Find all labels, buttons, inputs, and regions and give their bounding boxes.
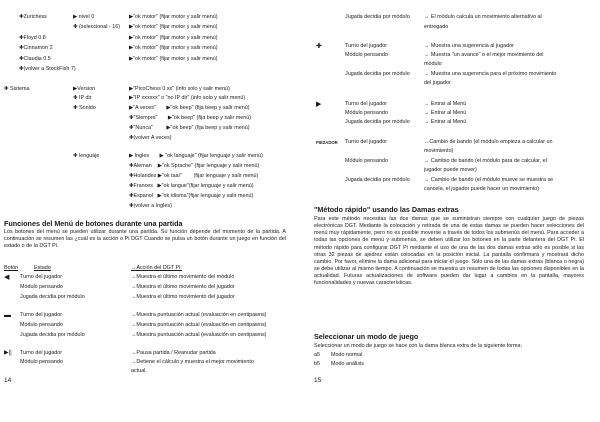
version-option: ▶"PicoChess 0.xx" (info solo y salir menú) xyxy=(129,86,230,92)
table-accion: →Cambio de bando (el módulo empieza a calcular un xyxy=(424,139,553,145)
table-estado: Módulo pensando xyxy=(20,322,63,328)
system-label: ✚ Sistema xyxy=(4,86,30,92)
mode-title: Seleccionar un modo de juego xyxy=(314,332,419,341)
table-accion: → Cambio de bando (el módulo mueve se muestra se xyxy=(424,177,554,183)
rapid-method-title: "Método rápido" usando las Damas extras xyxy=(314,205,459,214)
table-estado: Módulo pensando xyxy=(345,158,388,164)
table-accion: → Entrar al Menú xyxy=(424,119,467,125)
sound-option: ✚"Nunca" ▶"ok beep" (fija beep y salir menú) xyxy=(129,125,250,131)
table-accion: módulo xyxy=(424,61,442,67)
functions-title: Funciones del Menú de botones durante una partida xyxy=(4,219,183,228)
table-accion: →Muestra el último movimiento del módulo xyxy=(131,274,235,280)
table-accion: → El módulo calcula un movimiento alternativo al xyxy=(424,14,542,20)
table-estado: Turno del jugador xyxy=(20,312,63,318)
table-accion: →Detiene el cálculo y muestra el mejor movimiento xyxy=(131,359,254,365)
version-item: ▶Version xyxy=(73,86,96,92)
engine-action: ▶"ok motor" (fijar motor y salir menú) xyxy=(129,14,218,20)
ip-option: ▶"IP xxxxxx" o "no IP dir" (info solo y salir menú) xyxy=(129,95,246,101)
table-estado: Turno del jugador xyxy=(20,274,63,280)
table-accion: entregado xyxy=(424,24,449,30)
sound-option: ✚(volver A veces) xyxy=(129,135,172,141)
table-estado: Jugada decidia por módulo xyxy=(20,294,85,300)
table-estado: Jugada decidia por módulo xyxy=(345,14,410,20)
functions-paragraph: Los botones del menú se pueden utilizar durante una partida. Su función depende del momento de la partida. A continuación se resumen las ¿cuál es la acción o Pi DGT Cuando se pulsa un botón durante un juego en función del estado o de la DGT Pi. xyxy=(4,229,286,250)
engine-name: ✚Floyd 0.8 xyxy=(19,35,46,41)
table-accion: cancela, el jugador puede hacer un movimiento) xyxy=(424,186,540,192)
sound-option: ✚"Siempre" ▶"ok beep" (fija beep y salir menú) xyxy=(129,115,252,121)
table-estado: Turno del jugador xyxy=(345,101,388,107)
rapid-method-paragraph: Para este método necesitas las dos damas que se suministran siempre con cualquier juego de piezas electrónicas DGT. Mediante la colocación y retirada de una de estas damas se pueden hacer selecciones del menú muy rápidamente, pero no es posible moverse a través de todos los submenús del menú. Para acceder a todas las opciones de menú y submenús, se deben utilizar los botones en la parte delantera del DGT Pi. El método rápido para configurar DGT Pi mediante el uso de una de las dos damas extras sólo es posible si las otras 32 piezas de ajedrez están colocadas en la posición inicial. La pantalla confirmará y mostrará dicho cambio. Por favor, elimine la dama adicional para iniciar el juego. Sólo una de las damas extras (blanca o negra) se debe utilizar al mismo tiempo. A continuación se muestra un resumen de todas las opciones disponibles en la actualidad. Futuras actualizaciones de software pueden dar lugar a cambios en la pantalla, mayores funcionalidades y nuevas características. xyxy=(314,216,584,287)
sound-item: ✚ Sonido xyxy=(73,105,96,111)
ipdir-item: ✚ IP dir xyxy=(73,95,92,101)
table-head-boton: Botón xyxy=(4,265,19,271)
play-icon: ▶ xyxy=(316,101,322,108)
table-estado: Jugada decidia por módulo xyxy=(345,177,410,183)
table-accion: → Entrar al Menú xyxy=(424,101,467,107)
language-label: ✚ lenguaje xyxy=(73,153,100,159)
engine-name: ✚Cinnamon 2 xyxy=(19,45,53,51)
mode-name: Modo normal xyxy=(331,352,363,358)
table-accion: actual. xyxy=(131,368,147,374)
table-estado: Jugada decidia por módulo xyxy=(20,332,85,338)
table-accion: →Muestra puntuación actual (evaluación en centipawns) xyxy=(131,332,267,338)
engine-action: ▶"ok motor" (fijar motor y salir menú) xyxy=(129,24,218,30)
table-estado: Jugada decidia por módulo xyxy=(345,71,410,77)
plus-icon: ✚ xyxy=(316,43,322,50)
language-option: ▶ Ingles ▶ "ok languaje" (fijar lenguaje y salir menú) xyxy=(129,153,263,159)
table-estado: Turno del jugador xyxy=(345,43,388,49)
table-accion: →Muestra puntuación actual (evaluación en centipawns) xyxy=(131,322,267,328)
language-option: ✚Frances ▶"ok langue"(fijar lenguaje y salir menú) xyxy=(129,183,254,189)
table-accion: → Muestra una sugerencia al jugador xyxy=(424,43,514,49)
play-pause-icon: ▶|| xyxy=(4,350,12,356)
engine-name: ✚Claudia 0.5 xyxy=(19,56,51,62)
table-accion: → Muestra una sugerencia para el próximo movimiento xyxy=(424,71,557,77)
language-option: ✚Aleman ▶"ok Sprache" (fijar lenguaje y salir menú) xyxy=(129,163,260,169)
table-accion: del jugador xyxy=(424,80,451,86)
engine-action: ▶"ok motor" (fijar motor y salir menú) xyxy=(129,56,218,62)
table-accion: →Muestra el último movimiento del jugador xyxy=(131,284,235,290)
engine-name: ✚(volver a StockFish 7) xyxy=(19,66,76,72)
engine-action: ▶"ok motor" (fijar motor y salir menú) xyxy=(129,35,218,41)
table-accion: → Entrar al Menú xyxy=(424,110,467,116)
mode-square: b5 xyxy=(314,361,320,367)
table-accion: →Muestra el último movimiento del jugador xyxy=(131,294,235,300)
engine-action: ▶"ok motor" (fijar motor y salir menú) xyxy=(129,45,218,51)
table-estado: Módulo pensando xyxy=(345,52,388,58)
engine-level: ▶ nivel 0 xyxy=(73,14,95,20)
table-estado: Módulo pensando xyxy=(345,110,388,116)
piezador-icon: PIEZADOR xyxy=(316,140,338,145)
mode-square: a5 xyxy=(314,352,320,358)
table-accion: jugador puede mover) xyxy=(424,167,477,173)
language-option: ✚Espanol ▶"ok idioma"(fijar lenguaje y salir menú) xyxy=(129,193,254,199)
table-estado: Módulo pensando xyxy=(20,359,63,365)
table-accion: →Pausa partida / Reanudar partida xyxy=(131,350,216,356)
back-icon: ◀ xyxy=(4,274,10,281)
page-number-right: 15 xyxy=(314,377,322,384)
mode-paragraph: Seleccionar un modo de juego se hace con la dama blanca extra de la siguiente forma: xyxy=(314,343,522,349)
sound-option: ▶"A veces" ▶"ok beep" (fija beep y salir menú) xyxy=(129,105,250,111)
table-estado: Turno del jugador xyxy=(345,139,388,145)
table-accion: movimiento) xyxy=(424,148,454,154)
table-head-estado: Estado xyxy=(34,265,51,271)
minus-icon: ▬ xyxy=(4,312,11,319)
page-number-left: 14 xyxy=(4,377,12,384)
engine-level: ✚ (seleccional - 16) xyxy=(73,24,121,30)
table-accion: → Cambio de bando (el módulo para de calcular, el xyxy=(424,158,547,164)
language-option: ✚(volver a Ingles) xyxy=(129,203,172,209)
table-estado: Jugada decidia por módulo xyxy=(345,119,410,125)
mode-name: Modo análisis xyxy=(331,361,364,367)
table-accion: → Muestra "un avance" o el mejor movimiento del xyxy=(424,52,544,58)
table-estado: Módulo pensando xyxy=(20,284,63,290)
table-accion: →Muestra puntuación actual (evaluación en centipawns) xyxy=(131,312,267,318)
engine-name: ✚Zurichess xyxy=(19,14,47,20)
table-estado: Turno del jugador xyxy=(20,350,63,356)
table-head-accion: →Acción del DGT Pi: xyxy=(131,265,182,271)
language-option: ✚Holandes ▶"ok taal" (fijar lenguaje y salir menú) xyxy=(129,173,259,179)
